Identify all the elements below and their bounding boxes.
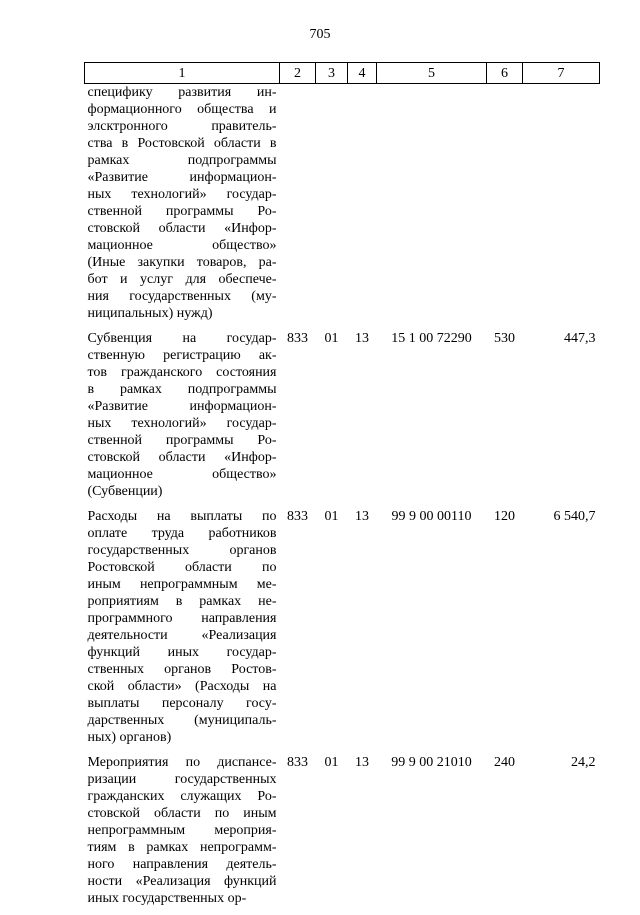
amount-value: 6 540,7 [523, 508, 600, 754]
description-line: государственных органов [88, 542, 277, 559]
expense-type-code [487, 84, 523, 331]
description-line: роприятиям в рамках не- [88, 593, 277, 610]
section-code: 01 [316, 508, 348, 754]
expense-type-code: 530 [487, 330, 523, 508]
row-description [85, 330, 280, 508]
column-header-3: 3 [316, 63, 348, 84]
target-article-code: 99 9 00 00110 [377, 508, 487, 754]
page-number: 705 [0, 27, 640, 43]
description-line: ской области» (Расходы на [88, 678, 277, 695]
ministry-code: 833 [280, 754, 316, 915]
description-line: Расходы на выплаты по [88, 508, 277, 525]
expense-type-code: 120 [487, 508, 523, 754]
description-line: (Иные закупки товаров, ра- [88, 254, 277, 271]
subsection-code: 13 [348, 508, 377, 754]
description-line: ственной программы Ро- [88, 203, 277, 220]
amount-value: 447,3 [523, 330, 600, 508]
target-article-code [377, 84, 487, 331]
description-line: элсктронного правитель- [88, 118, 277, 135]
target-article-code: 15 1 00 72290 [377, 330, 487, 508]
description-line: ных технологий» государ- [88, 186, 277, 203]
description-line: гражданских служащих Ро- [88, 788, 277, 805]
table-row [85, 508, 600, 754]
section-code: 01 [316, 754, 348, 915]
description-line: Мероприятия по диспансе- [88, 754, 277, 771]
column-header-6: 6 [487, 63, 523, 84]
description-line: оплате труда работников [88, 525, 277, 542]
subsection-code: 13 [348, 754, 377, 915]
description-line: иным непрограммным ме- [88, 576, 277, 593]
section-code [316, 84, 348, 331]
description-line: ства в Ростовской области в [88, 135, 277, 152]
column-header-7: 7 [523, 63, 600, 84]
column-header-4: 4 [348, 63, 377, 84]
description-line: тов гражданского состояния [88, 364, 277, 381]
amount-value [523, 84, 600, 331]
subsection-code [348, 84, 377, 331]
description-line: ного направления деятель- [88, 856, 277, 873]
description-line: непрограммным мероприя- [88, 822, 277, 839]
description-line: рамках подпрограммы [88, 152, 277, 169]
row-description [85, 508, 280, 754]
ministry-code [280, 84, 316, 331]
description-line: Субвенция на государ- [88, 330, 277, 347]
description-line: мационное общество» [88, 466, 277, 483]
description-line: Ростовской области по [88, 559, 277, 576]
description-line: функций иных государ- [88, 644, 277, 661]
description-line: стовской области «Инфор- [88, 449, 277, 466]
description-line: ния государственных (му- [88, 288, 277, 305]
description-line: тиям в рамках непрограмм- [88, 839, 277, 856]
budget-table [84, 62, 600, 915]
ministry-code: 833 [280, 508, 316, 754]
description-line: мационное общество» [88, 237, 277, 254]
subsection-code: 13 [348, 330, 377, 508]
table-row [85, 330, 600, 508]
description-line: «Развитие информацион- [88, 398, 277, 415]
table-row [85, 754, 600, 915]
description-line: ственных органов Ростов- [88, 661, 277, 678]
description-line: ных технологий» государ- [88, 415, 277, 432]
row-description [85, 754, 280, 915]
description-line: ственной программы Ро- [88, 432, 277, 449]
ministry-code: 833 [280, 330, 316, 508]
description-line: программного направления [88, 610, 277, 627]
description-line: «Развитие информацион- [88, 169, 277, 186]
description-line: ных) органов) [88, 729, 277, 746]
target-article-code: 99 9 00 21010 [377, 754, 487, 915]
description-line: дарственных (муниципаль- [88, 712, 277, 729]
column-header-1: 1 [85, 63, 280, 84]
description-line: ризации государственных [88, 771, 277, 788]
column-header-5: 5 [377, 63, 487, 84]
description-line: формационного общества и [88, 101, 277, 118]
description-line: деятельности «Реализация [88, 627, 277, 644]
description-line: стовской области по иным [88, 805, 277, 822]
description-line: в рамках подпрограммы [88, 381, 277, 398]
description-line: ниципальных) нужд) [88, 305, 277, 322]
description-line: выплаты персоналу госу- [88, 695, 277, 712]
expense-type-code: 240 [487, 754, 523, 915]
row-description [85, 84, 280, 331]
table-body [85, 84, 600, 915]
description-line: бот и услуг для обеспече- [88, 271, 277, 288]
table-header-row [85, 63, 600, 84]
section-code: 01 [316, 330, 348, 508]
description-line: ности «Реализация функций [88, 873, 277, 890]
description-line: стовской области «Инфор- [88, 220, 277, 237]
description-line: иных государственных ор- [88, 890, 277, 907]
table-row [85, 84, 600, 331]
description-line: специфику развития ин- [88, 84, 277, 101]
description-line: (Субвенции) [88, 483, 277, 500]
amount-value: 24,2 [523, 754, 600, 915]
column-header-2: 2 [280, 63, 316, 84]
description-line: ственную регистрацию ак- [88, 347, 277, 364]
